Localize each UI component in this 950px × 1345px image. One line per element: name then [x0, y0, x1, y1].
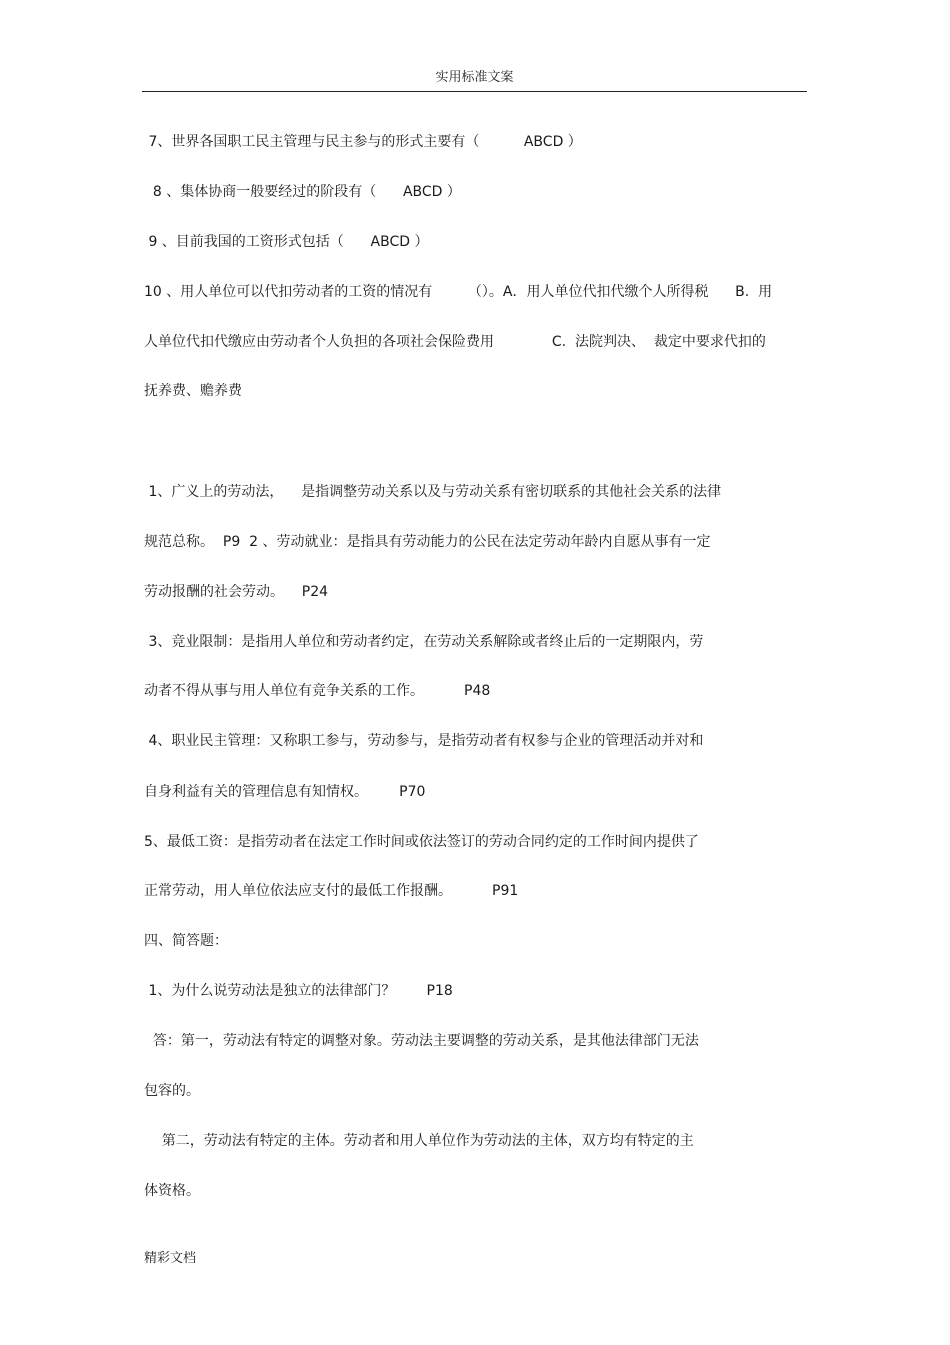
text-line-q10: 10 、用人单位可以代扣劳动者的工资的情况有 （）。A．用人单位代扣代缴个人所得税 B. 用: [144, 284, 773, 300]
text-line-def3-end: 动者不得从事与用人单位有竞争关系的工作。 P48: [144, 683, 491, 699]
text-line-def4-end: 自身利益有关的管理信息有知情权。 P70: [144, 784, 426, 800]
text-line-answer1-end: 包容的。: [144, 1083, 200, 1099]
text-line-q9: 9 、目前我国的工资形式包括（ ABCD ）: [144, 234, 429, 250]
text-line-def4: 4、职业民主管理：又称职工参与，劳动参与，是指劳动者有权参与企业的管理活动并对和: [144, 733, 704, 749]
text-line-answer1: 答：第一，劳动法有特定的调整对象。劳动法主要调整的劳动关系，是其他法律部门无法: [144, 1033, 699, 1049]
text-line-q10-cont: 人单位代扣代缴应由劳动者个人负担的各项社会保险费用 C. 法院判决、 裁定中要求代扣的: [144, 334, 766, 350]
text-line-sq1: 1、为什么说劳动法是独立的法律部门？ P18: [144, 983, 453, 999]
section-heading: 四、简答题：: [144, 933, 228, 949]
page-header-title: 实用标准文案: [435, 70, 514, 85]
text-line-def2-end: 劳动报酬的社会劳动。 P24: [144, 584, 329, 600]
header-divider: [142, 91, 807, 92]
text-line-answer2: 第二，劳动法有特定的主体。劳动者和用人单位作为劳动法的主体，双方均有特定的主: [144, 1133, 694, 1149]
text-line-def5-end: 正常劳动，用人单位依法应支付的最低工作报酬。 P91: [144, 883, 519, 899]
text-line-q7: 7、世界各国职工民主管理与民主参与的形式主要有（ ABCD ）: [144, 134, 582, 150]
text-line-def3: 3、竞业限制：是指用人单位和劳动者约定，在劳动关系解除或者终止后的一定期限内，劳: [144, 634, 704, 650]
text-line-answer2-end: 体资格。: [144, 1183, 200, 1199]
text-line-q10-end: 抚养费、赡养费: [144, 383, 242, 399]
text-line-def1-cont: 规范总称。 P9 2 、劳动就业：是指具有劳动能力的公民在法定劳动年龄内自愿从事有一定: [144, 534, 711, 550]
text-line-def1: 1、广义上的劳动法， 是指调整劳动关系以及与劳动关系有密切联系的其他社会关系的法律: [144, 484, 722, 500]
text-line-q8: 8 、集体协商一般要经过的阶段有（ ABCD ）: [144, 184, 461, 200]
page-footer: 精彩文档: [144, 1251, 197, 1266]
text-line-def5: 5、最低工资：是指劳动者在法定工作时间或依法签订的劳动合同约定的工作时间内提供了: [144, 834, 699, 850]
